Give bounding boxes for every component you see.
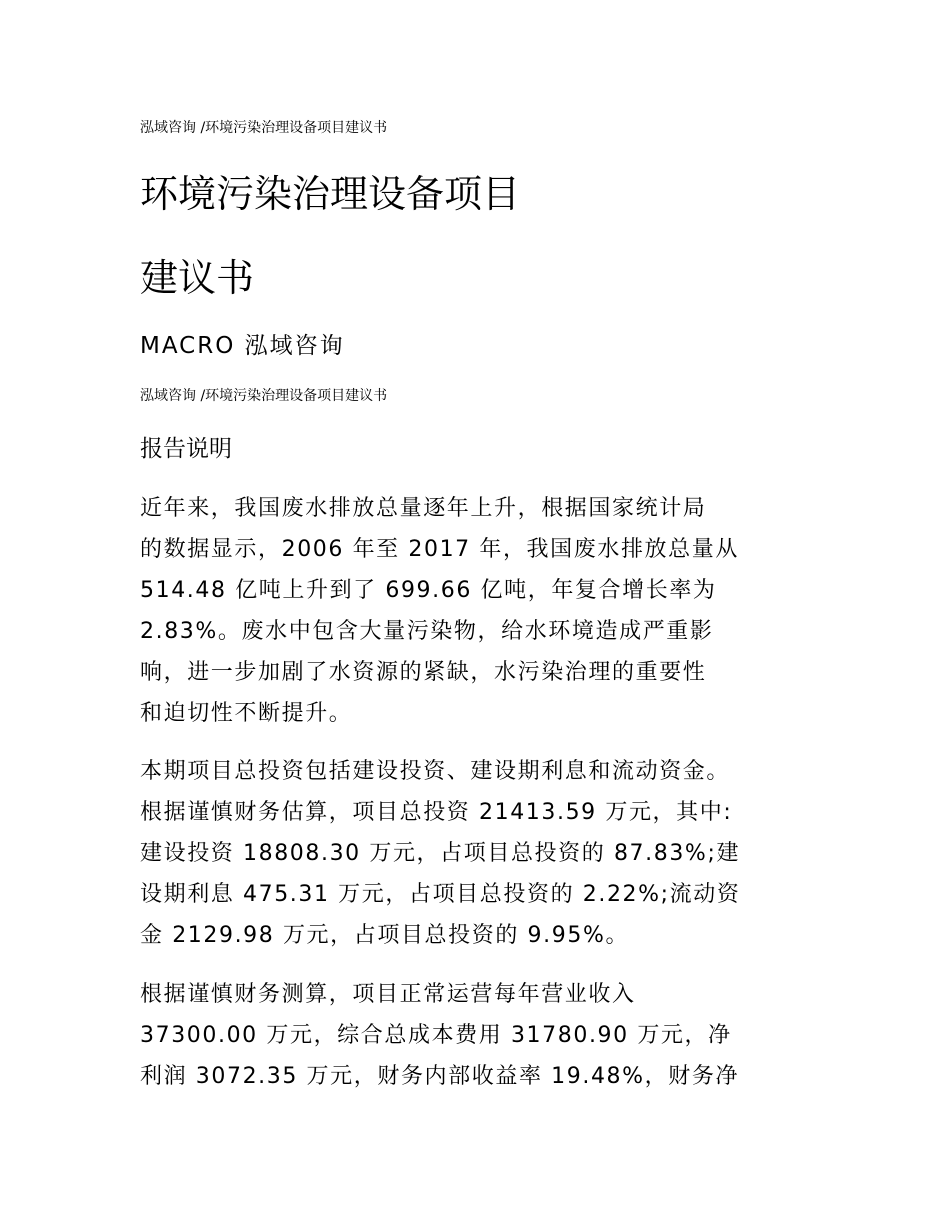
paragraph-line: 近年来，我国废水排放总量逐年上升，根据国家统计局	[140, 496, 707, 521]
paragraph-line: 设期利息 475.31 万元，占项目总投资的 2.22%;流动资	[140, 882, 741, 907]
brand-name: MACRO 泓域咨询	[140, 333, 345, 359]
paragraph-line: 根据谨慎财务估算，项目总投资 21413.59 万元，其中:	[140, 800, 733, 825]
paragraph-line: 根据谨慎财务测算，项目正常运营每年营业收入	[140, 982, 636, 1007]
paragraph-line: 2.83%。废水中包含大量污染物，给水环境造成严重影	[140, 619, 714, 644]
paragraph-line: 建设投资 18808.30 万元，占项目总投资的 87.83%;建	[140, 841, 741, 866]
paragraph-line: 的数据显示，2006 年至 2017 年，我国废水排放总量从	[140, 537, 739, 562]
document-title-line-2: 建议书	[140, 256, 255, 300]
paragraph-line: 和迫切性不断提升。	[140, 701, 353, 726]
paragraph-line: 37300.00 万元，综合总成本费用 31780.90 万元，净	[140, 1023, 732, 1048]
running-header-second: 泓域咨询 /环境污染治理设备项目建议书	[140, 388, 388, 404]
paragraph-line: 本期项目总投资包括建设投资、建设期利息和流动资金。	[140, 759, 731, 784]
paragraph-line: 利润 3072.35 万元，财务内部收益率 19.48%，财务净	[140, 1064, 740, 1089]
running-header: 泓域咨询 /环境污染治理设备项目建议书	[140, 120, 388, 136]
paragraph-line: 金 2129.98 万元，占项目总投资的 9.95%。	[140, 923, 630, 948]
paragraph-line: 响，进一步加剧了水资源的紧缺，水污染治理的重要性	[140, 660, 707, 685]
section-title: 报告说明	[140, 436, 232, 462]
paragraph-line: 514.48 亿吨上升到了 699.66 亿吨，年复合增长率为	[140, 578, 717, 603]
document-title-line-1: 环境污染治理设备项目	[140, 172, 521, 216]
